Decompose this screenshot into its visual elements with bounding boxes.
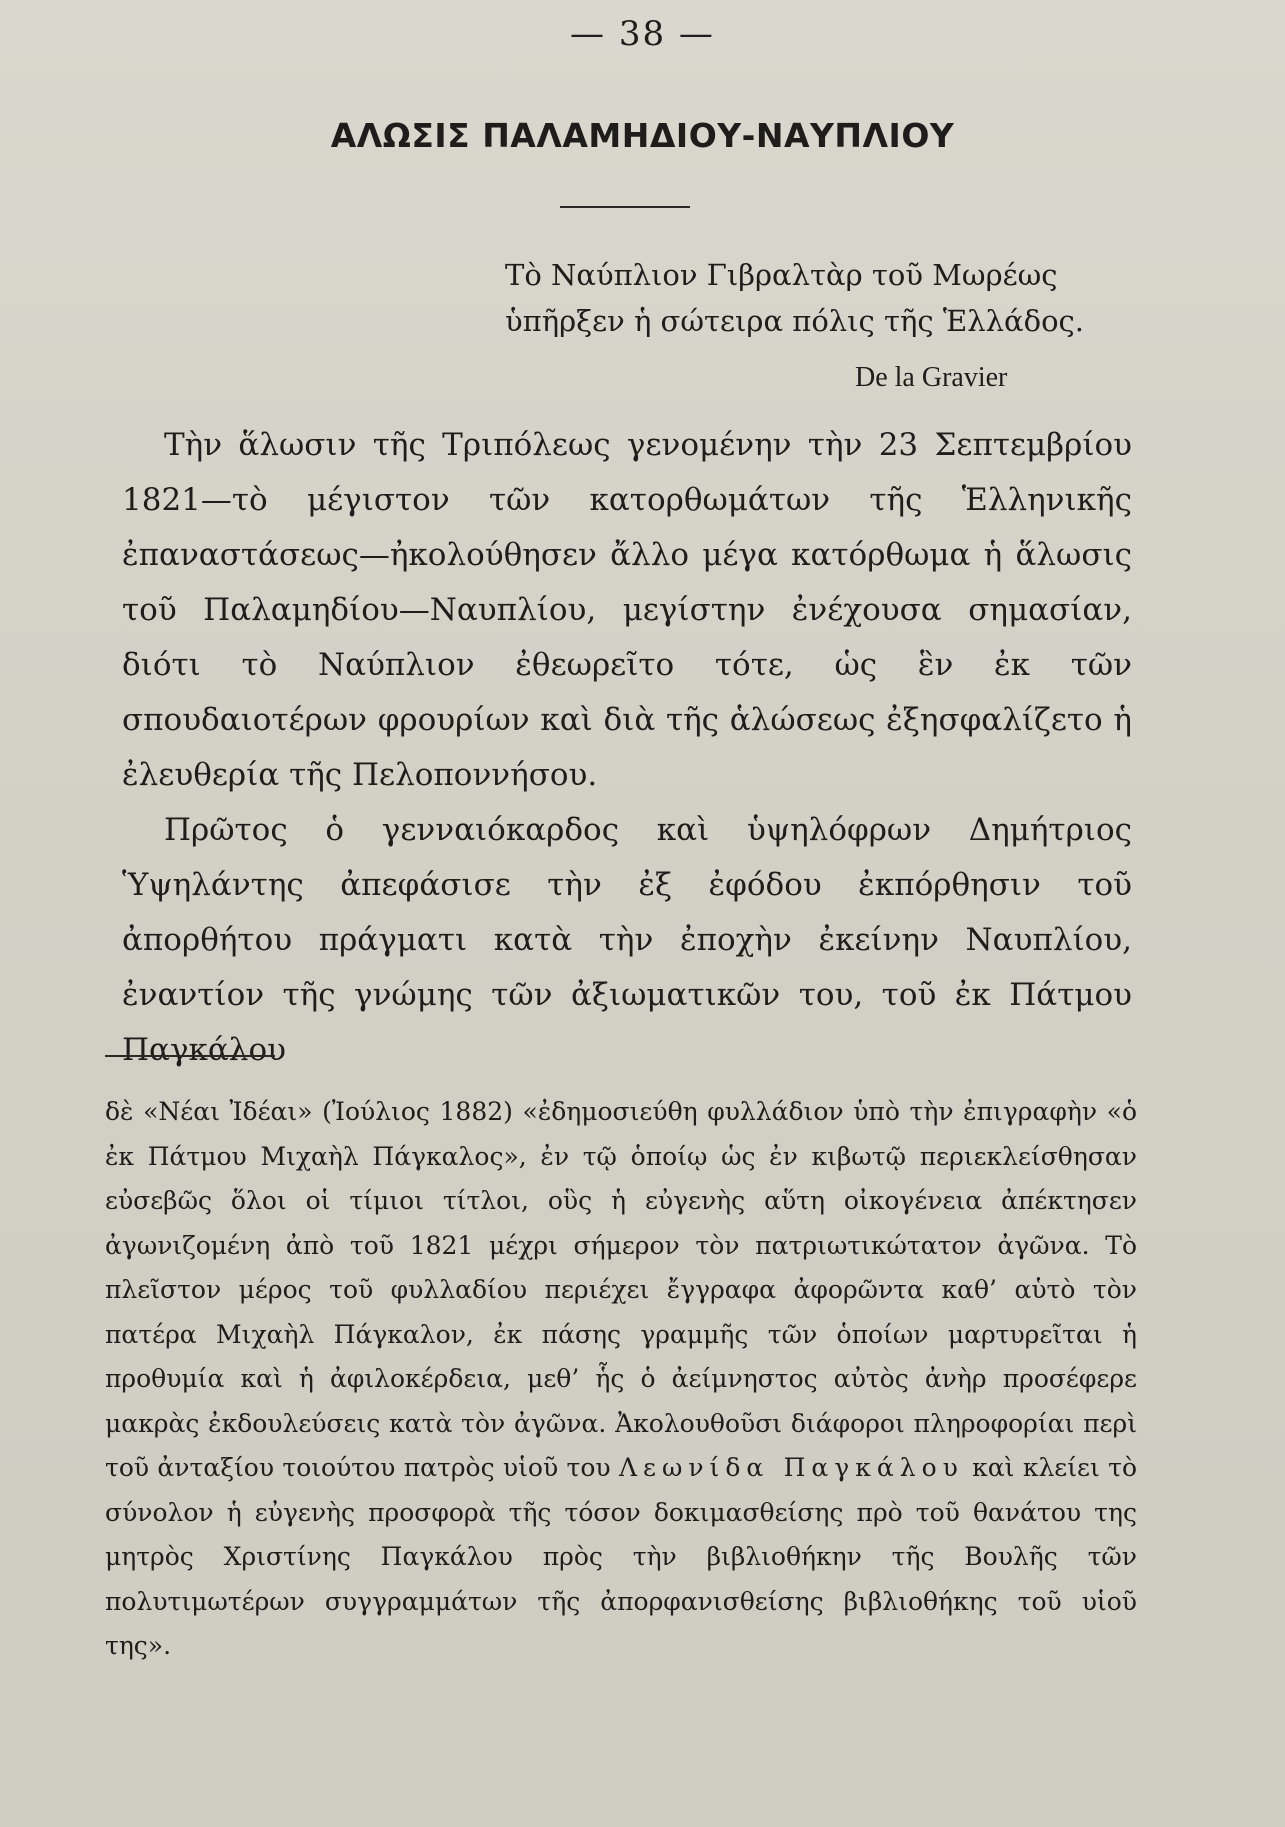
footnote-divider — [105, 1055, 275, 1057]
footnote-text: καὶ κλείει τὸ σύνολον ἡ εὐγενὴς προσφορὰ τῆς τόσον δοκιμασθείσης πρὸ τοῦ θανάτου της μητρὸς Χριστίνης Παγκάλου πρὸς τὴν βιβλιοθήκην τῆς Βουλῆς τῶν πολυτιμωτέρων συγγραμμάτων τῆς ἀπορφανισθείσης βιβλιοθήκης τοῦ υἱοῦ της». — [105, 1453, 1138, 1660]
chapter-title: ΑΛΩΣΙΣ ΠΑΛΑΜΗΔΙΟΥ-ΝΑΥΠΛΙΟΥ — [330, 116, 955, 155]
epigraph — [505, 252, 1125, 344]
title-divider — [560, 206, 690, 208]
epigraph-line: ὑπῆρξεν ἡ σώτειρα πόλις τῆς Ἑλλάδος. — [505, 304, 1085, 338]
paragraph: Πρῶτος ὁ γενναιόκαρδος καὶ ὑψηλόφρων Δημήτριος Ὑψηλάντης ἀπεφάσισε τὴν ἐξ ἐφόδου ἐκπόρθησιν τοῦ ἀπορθήτου πράγματι κατὰ τὴν ἐποχὴν ἐκείνην Ναυπλίου, ἐναντίον τῆς γνώμης τῶν ἀξιωματικῶν του, τοῦ ἐκ Πάτμου Παγκάλου — [122, 812, 1132, 1068]
epigraph-source: De la Gravier — [855, 362, 1008, 393]
footnote-text: δὲ «Νέαι Ἰδέαι» (Ἰούλιος 1882) «ἐδημοσιεύθη φυλλάδιον ὑπὸ τὴν ἐπιγραφὴν «ὁ ἐκ Πάτμου Μιχαὴλ Πάγκαλος», ἐν τῷ ὁποίῳ ὡς ἐν κιβωτῷ περιεκλείσθησαν εὐσεβῶς ὅλοι οἱ τίμιοι τίτλοι, οὓς ἡ εὐγενὴς αὕτη οἰκογένεια ἀπέκτησεν ἀγωνιζομένη ἀπὸ τοῦ 1821 μέχρι σήμερον τὸν πατριωτικώτατον ἀγῶνα. Τὸ πλεῖστον μέρος τοῦ φυλλαδίου περιέχει ἔγγραφα ἀφορῶντα καθ’ αὑτὸ τὸν πατέρα Μιχαὴλ Πάγκαλον, ἐκ πάσης γραμμῆς τῶν ὁποίων μαρτυρεῖται ἡ προθυμία καὶ ἡ ἀφιλοκέρδεια, μεθ’ ἧς ὁ ἀείμνηστος αὐτὸς ἀνὴρ προσέφερε μακρὰς ἐκδουλεύσεις κατὰ τὸν ἀγῶνα. Ἀκολουθοῦσι διάφοροι πληροφορίαι περὶ τοῦ ἀνταξίου τοιούτου πατρὸς υἱοῦ του — [105, 1097, 1137, 1482]
page-number: — 38 — — [570, 14, 715, 54]
footnote-spaced-name: Λεωνίδα Παγκάλου — [618, 1453, 964, 1482]
footnote — [105, 1090, 1137, 1669]
main-text — [122, 418, 1132, 1078]
paragraph: Τὴν ἅλωσιν τῆς Τριπόλεως γενομένην τὴν 23 Σεπτεμβρίου 1821—τὸ μέγιστον τῶν κατορθωμάτων τῆς Ἑλληνικῆς ἐπαναστάσεως—ἠκολούθησεν ἄλλο μέγα κατόρθωμα ἡ ἅλωσις τοῦ Παλαμηδίου—Ναυπλίου, μεγίστην ἐνέχουσα σημασίαν, διότι τὸ Ναύπλιον ἐθεωρεῖτο τότε, ὡς ἓν ἐκ τῶν σπουδαιοτέρων φρουρίων καὶ διὰ τῆς ἁλώσεως ἐξησφαλίζετο ἡ ἐλευθερία τῆς Πελοποννήσου. — [122, 427, 1132, 793]
epigraph-line: Τὸ Ναύπλιον Γιβραλτὰρ τοῦ Μωρέως — [505, 258, 1058, 292]
